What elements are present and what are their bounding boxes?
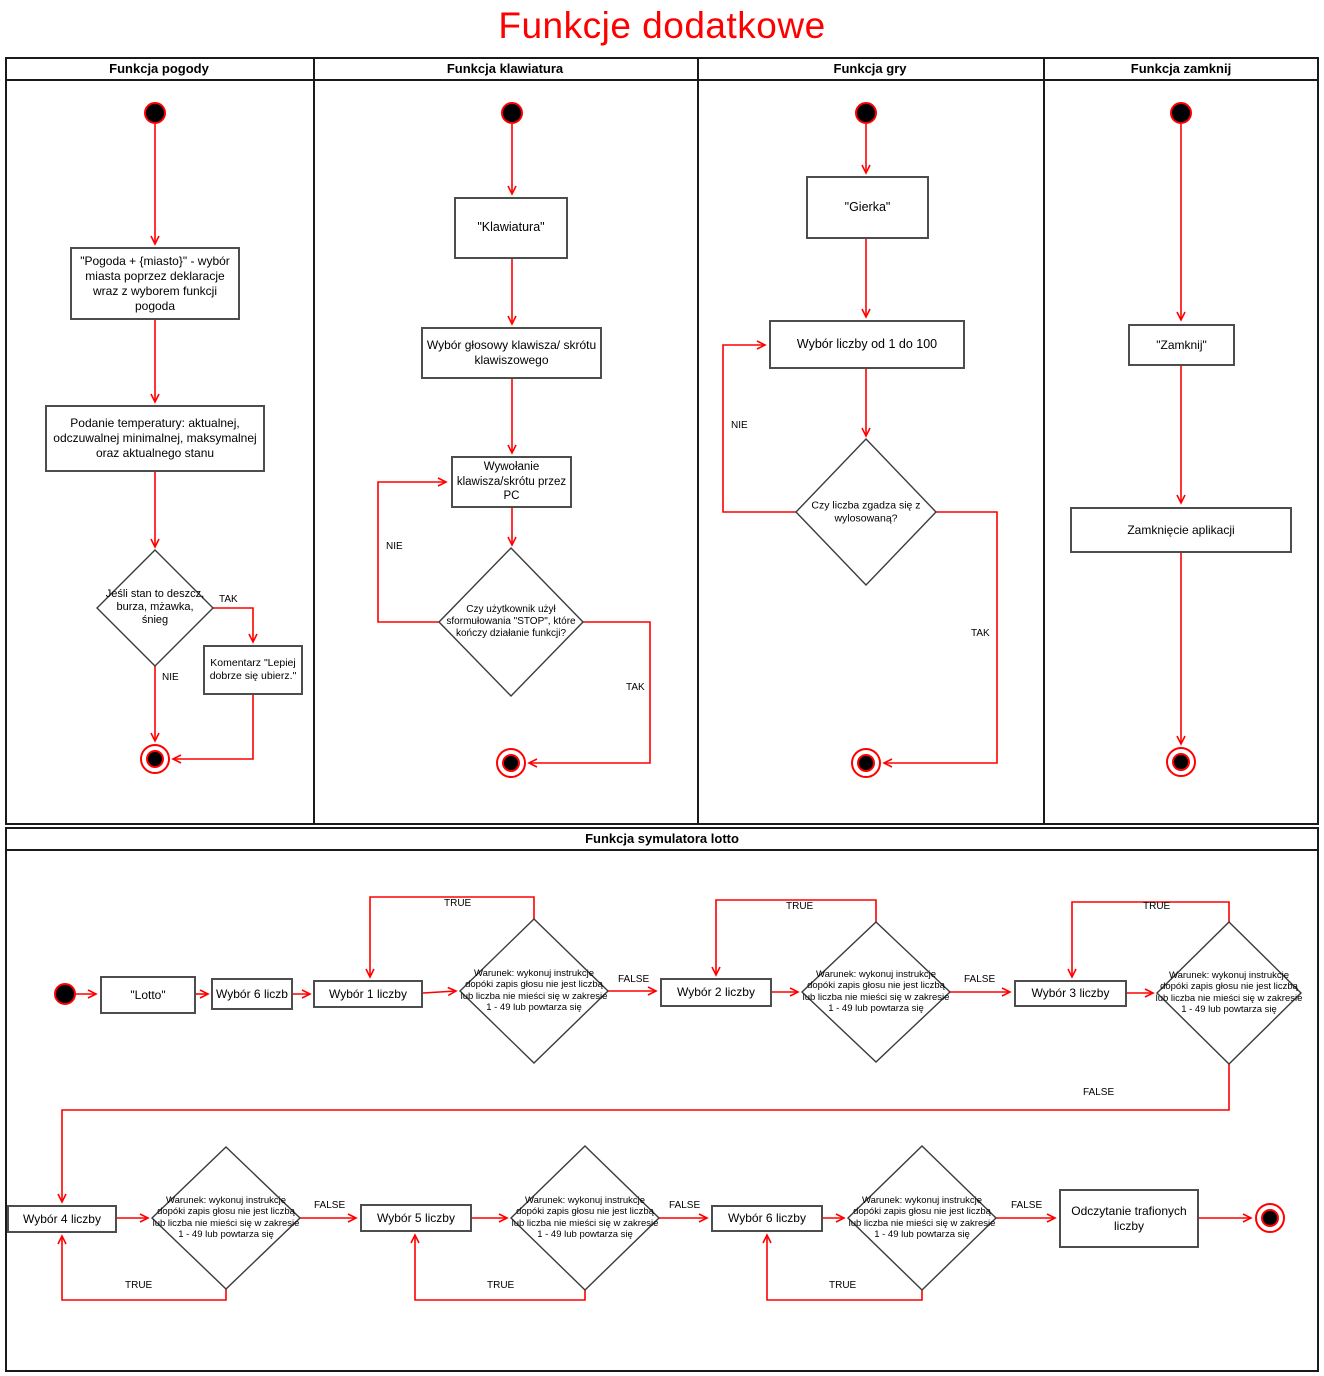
- activity-pogoda-comment: Komentarz "Lepiej dobrze się ubierz.": [203, 645, 303, 695]
- activity-lotto-pick6: Wybór 6 liczb: [211, 978, 293, 1010]
- final-node-gry: [851, 748, 881, 778]
- activity-klawiatura-step1: "Klawiatura": [454, 197, 568, 259]
- edge-label-lotto-true-3: TRUE: [1143, 901, 1171, 912]
- decision-lotto-1-label: Warunek: wykonuj instrukcje dopóki zapis głosu nie jest liczbą lub liczba nie mieści się w zakresie 1 - 49 lub powtarza się: [460, 968, 608, 1014]
- edge-label-lotto-false-6: FALSE: [1011, 1200, 1043, 1211]
- activity-lotto-step-2: Wybór 2 liczby: [660, 978, 772, 1007]
- activity-pogoda-step2: Podanie temperatury: aktualnej, odczuwalnej minimalnej, maksymalnej oraz aktualnego stanu: [45, 405, 265, 472]
- final-node-zamknij-core: [1172, 753, 1190, 771]
- decision-klawiatura-label: Czy użytkownik użył sformułowania "STOP", które kończy działanie funkcji?: [446, 604, 576, 639]
- lane-header-zamknij: Funkcja zamknij: [1130, 60, 1232, 76]
- final-node-pogoda: [140, 744, 170, 774]
- decision-lotto-6-label: Warunek: wykonuj instrukcje dopóki zapis głosu nie jest liczbą lub liczba nie mieści się w zakresie 1 - 49 lub powtarza się: [848, 1195, 996, 1241]
- edge-label-lotto-false-4: FALSE: [314, 1200, 346, 1211]
- final-node-klawiatura-core: [502, 754, 520, 772]
- edge-label-lotto-true-1: TRUE: [444, 898, 472, 909]
- lane-header-lotto: Funkcja symulatora lotto: [585, 830, 739, 846]
- final-node-gry-core: [857, 754, 875, 772]
- decision-lotto-2-label: Warunek: wykonuj instrukcje dopóki zapis głosu nie jest liczbą lub liczba nie mieści się w zakresie 1 - 49 lub powtarza się: [802, 969, 950, 1015]
- edge-label-lotto-true-5: TRUE: [487, 1280, 515, 1291]
- activity-klawiatura-step3: Wywołanie klawisza/skrótu przez PC: [451, 456, 572, 508]
- activity-pogoda-step1: "Pogoda + {miasto}" - wybór miasta poprzez deklaracje wraz z wyborem funkcji pogoda: [70, 247, 240, 320]
- final-node-lotto-core: [1261, 1209, 1279, 1227]
- activity-zamknij-step1: "Zamknij": [1128, 324, 1235, 366]
- activity-klawiatura-step2: Wybór głosowy klawisza/ skrótu klawiszowego: [421, 327, 602, 379]
- activity-lotto-step-1: Wybór 1 liczby: [313, 980, 423, 1008]
- edge-label-lotto-false-3: FALSE: [1083, 1087, 1115, 1098]
- activity-lotto-step-6: Wybór 6 liczby: [711, 1205, 823, 1232]
- edge-label-pogoda-nie: NIE: [162, 672, 179, 683]
- activity-lotto-final: Odczytanie trafionych liczby: [1059, 1189, 1199, 1248]
- activity-lotto-step-4: Wybór 4 liczby: [7, 1205, 117, 1233]
- lane-header-pogoda: Funkcja pogody: [109, 60, 209, 76]
- page-title: Funkcje dodatkowe: [498, 5, 826, 46]
- lane-header-klawiatura: Funkcja klawiatura: [446, 60, 564, 76]
- edge-label-klawiatura-tak: TAK: [626, 682, 645, 693]
- decision-pogoda-label: Jeśli stan to deszcz, burza, mżawka, śnieg: [105, 588, 205, 627]
- activity-zamknij-step2: Zamknięcie aplikacji: [1070, 507, 1292, 553]
- edge-label-pogoda-tak: TAK: [219, 594, 238, 605]
- edge-label-lotto-false-5: FALSE: [669, 1200, 701, 1211]
- lane-header-gry: Funkcja gry: [833, 60, 907, 76]
- activity-lotto-step-3: Wybór 3 liczby: [1014, 980, 1127, 1007]
- edge-label-lotto-false-2: FALSE: [964, 974, 996, 985]
- start-node-klawiatura: [501, 102, 523, 124]
- activity-gry-step2: Wybór liczby od 1 do 100: [769, 320, 965, 369]
- edge-label-lotto-true-4: TRUE: [125, 1280, 153, 1291]
- edge-label-gry-tak: TAK: [971, 628, 990, 639]
- final-node-klawiatura: [496, 748, 526, 778]
- decision-lotto-5-label: Warunek: wykonuj instrukcje dopóki zapis głosu nie jest liczbą lub liczba nie mieści się w zakresie 1 - 49 lub powtarza się: [511, 1195, 659, 1241]
- start-node-lotto: [54, 983, 76, 1005]
- final-node-pogoda-core: [146, 750, 164, 768]
- decision-gry-label: Czy liczba zgadza się z wylosowaną?: [811, 499, 921, 524]
- start-node-gry: [855, 102, 877, 124]
- activity-lotto-step-5: Wybór 5 liczby: [360, 1204, 472, 1232]
- edge-label-lotto-false-1: FALSE: [618, 974, 650, 985]
- start-node-pogoda: [144, 102, 166, 124]
- final-node-zamknij: [1166, 747, 1196, 777]
- edge-label-gry-nie: NIE: [731, 420, 748, 431]
- final-node-lotto: [1255, 1203, 1285, 1233]
- decision-lotto-4-label: Warunek: wykonuj instrukcje dopóki zapis głosu nie jest liczbą lub liczba nie mieści się w zakresie 1 - 49 lub powtarza się: [152, 1195, 300, 1241]
- start-node-zamknij: [1170, 102, 1192, 124]
- edge-label-lotto-true-6: TRUE: [829, 1280, 857, 1291]
- edge-label-lotto-true-2: TRUE: [786, 901, 814, 912]
- edge-label-klawiatura-nie: NIE: [386, 541, 403, 552]
- activity-lotto-start: "Lotto": [100, 976, 196, 1014]
- activity-gry-step1: "Gierka": [806, 176, 929, 239]
- decision-lotto-3-label: Warunek: wykonuj instrukcje dopóki zapis głosu nie jest liczbą lub liczba nie mieści się w zakresie 1 - 49 lub powtarza się: [1155, 970, 1303, 1016]
